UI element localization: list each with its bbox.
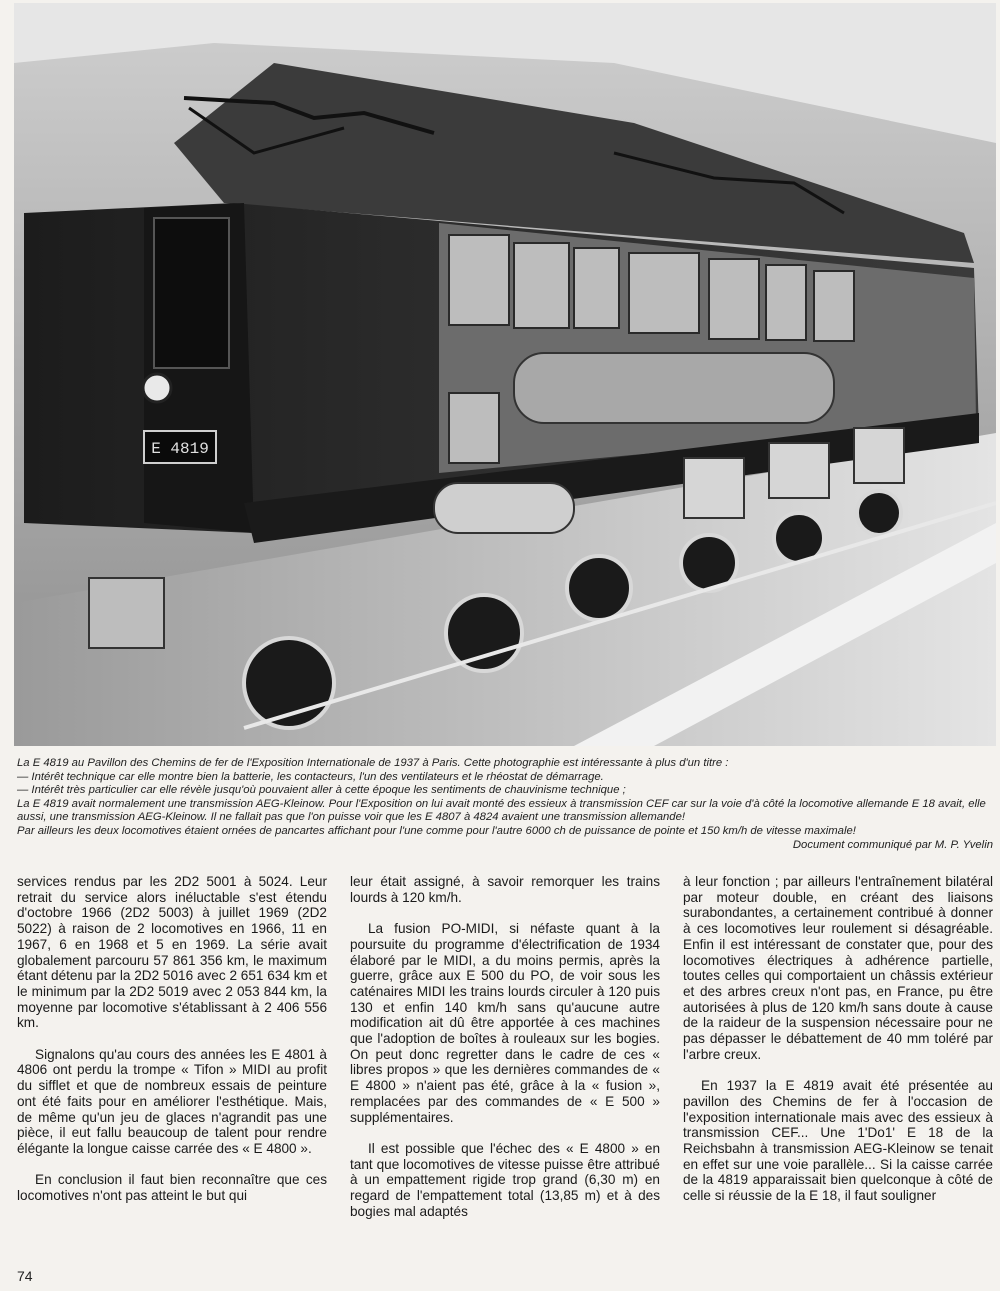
paragraph: Il est possible que l'échec des « E 4800 » en tant que locomotives de vitesse puisse être attribué à un empattement rigide trop grand (6,30 m) en regard de l'empattement total (13,85 m) et à des bogies mal adaptés: [350, 1140, 660, 1219]
number-plate-text: E 4819: [151, 440, 209, 458]
caption-line: Par ailleurs les deux locomotives étaient ornées de pancartes affichant pour l'une comme pour l'autre 6000 ch de puissance de pointe et 150 km/h de vitesse maximale!: [17, 824, 856, 837]
paragraph: La fusion PO-MIDI, si néfaste quant à la poursuite du programme d'électrification de 1934 élaboré par le MIDI, a du moins permis, après la guerre, grâce aux E 500 du PO, de voir sous les caténaires MIDI les trains lourds circuler à 120 puis 130 et enfin 140 km/h sans qu'aucune autre modification ait dû être apportée à ces machines que l'adoption de boîtes à rouleaux sur les bogies. On peut donc regretter dans le cadre de ces « libres propos » que les dernières commandes de « E 4800 » n'aient pas été, grâce à la « fusion », remplacées par des commandes de « E 500 » supplémentaires.: [350, 921, 660, 1125]
article-body: [17, 874, 993, 1259]
paragraph: à leur fonction ; par ailleurs l'entraînement bilatéral par moteur double, en créant des liaisons surabondantes, a certainement contribué à donner à ces locomotives leur roulement si désagréable. Enfin il est intéressant de constater que, pour des locomotives électriques à adhérence partielle, toutes celles qui comportaient un châssis extérieur et des arbres creux n'ont pas, en France, pu être autorisées à plus de 120 km/h sans doute à cause de la raideur de la suspension nécessaire pour ne pas dépasser le débattement de 40 mm toléré par l'arbre creux.: [683, 874, 993, 1062]
caption-line: La E 4819 au Pavillon des Chemins de fer de l'Exposition Internationale de 1937 à Paris. Cette photographie est intéressante à plus d'un titre :: [17, 757, 729, 769]
caption-line: — Intérêt très particulier car elle révèle jusqu'où pouvaient aller à cette époque les sentiments de chauvinisme technique ;: [17, 784, 626, 797]
page-number: 74: [17, 1268, 33, 1284]
paragraph: En 1937 la E 4819 avait été présentée au pavillon des Chemins de fer à l'occasion de l'exposition internationale mais avec des essieux à transmission CEF... Une 1'Do1' E 18 de la Reichsbahn à transmission AEG-Kleinow se tenait en effet sur une voie parallèle... Si la caisse carrée de la 4819 apparaissait bien quelconque à côté de celle si réussie de la E 18, il faut souligner: [683, 1078, 993, 1204]
locomotive-e4819-image: [14, 3, 996, 746]
text-column-2: [350, 874, 660, 1259]
paragraph: En conclusion il faut bien reconnaître que ces locomotives n'ont pas atteint le but qui: [17, 1172, 327, 1204]
text-column-3: [683, 874, 993, 1259]
text-column-1: [17, 874, 327, 1259]
paragraph: Signalons qu'au cours des années les E 4801 à 4806 ont perdu la trompe « Tifon » MIDI au profit du sifflet et que de nombreux essais de peinture ont été faits pour en améliorer l'esthétique. Mais, de même qu'un jeu de glaces n'agrandit pas une pièce, il eut fallu beaucoup de talent pour rendre élégante la longue caisse carrée des « E 4800 ».: [17, 1046, 327, 1156]
paragraph: services rendus par les 2D2 5001 à 5024. Leur retrait du service alors inéluctable s'est étendu d'octobre 1966 (2D2 5003) à juillet 1969 (2D2 5022) à raison de 2 locomotives en 1966, 11 en 1967, 6 en 1968 et 5 en 1969. La série avait globalement parcouru 57 861 356 km, le maximum étant détenu par la 2D2 5016 avec 2 651 634 km et le minimum par la 2D2 5019 avec 2 053 844 km, la moyenne par locomotive s'établissant à 2 406 556 km.: [17, 874, 327, 1031]
paragraph: leur était assigné, à savoir remorquer les trains lourds à 120 km/h.: [350, 874, 660, 905]
locomotive-photo: [14, 3, 996, 746]
caption-line: La E 4819 avait normalement une transmission AEG-Kleinow. Pour l'Exposition on lui avait monté des essieux à transmission CEF car sur la voie d'à côté la locomotive allemande E 18 avait, elle aussi, une transmission AEG-Kleinow. Il ne fallait pas que l'on puisse voir que les E 4807 à 4824 avaient une transmission allemande!: [17, 797, 986, 824]
caption-line: — Intérêt technique car elle montre bien la batterie, les contacteurs, l'un des ventilateurs et le rhéostat de démarrage.: [17, 770, 604, 783]
photo-caption: [17, 757, 993, 852]
caption-credit: Document communiqué par M. P. Yvelin: [792, 838, 993, 851]
